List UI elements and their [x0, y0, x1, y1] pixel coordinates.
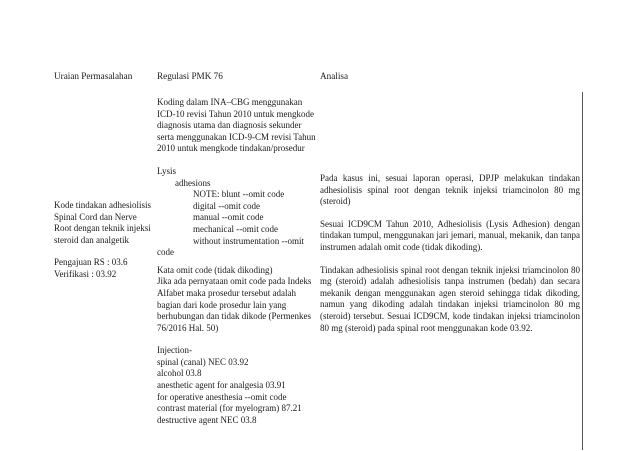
verifikasi: Verifikasi : 03.92 [54, 268, 117, 279]
code-label: code [157, 247, 174, 258]
regulasi-line: 2010 untuk mengkode tindakan/prosedur [157, 143, 305, 154]
uraian-column [54, 200, 160, 281]
adhesions-label: adhesions [175, 177, 211, 188]
adhesion-note: manual --omit code [193, 212, 264, 223]
analisa-paragraph: Tindakan adhesiolisis spinal root dengan teknik injeksi triamcinolon 80 mg (steroid) adalah adhesiolisis tanpa instrumen (bedah) dan secara mekanik dengan menggunakan agen steroid sehingga tidak dikoding, namun yang dikoding adalah tindakan injeksi triamcinolon 80 mg (steroid) tersebut. Sesuai ICD9CM, kode tindakan injeksi triamcinolon 80 mg (steroid) pada spinal root menggunakan kode 03.92. [320, 264, 580, 333]
uraian-line: steroid dan analgetik [54, 234, 129, 245]
table-right-border [582, 92, 583, 450]
regulasi-line: Koding dalam INA–CBG menggunakan [157, 97, 303, 107]
omit-line: Jika ada pernyataan omit code pada Indeks [157, 276, 312, 287]
uraian-line: Kode tindakan adhesiolisis [54, 200, 151, 210]
omit-line: bagian dari kode prosedur lain yang [157, 299, 287, 310]
regulasi-line: serta menggunakan ICD-9-CM revisi Tahun [157, 131, 316, 142]
adhesion-note: mechanical --omit code [193, 223, 278, 234]
header-regulasi: Regulasi PMK 76 [157, 71, 223, 81]
omit-line: berhubungan dan tidak dikode (Permenkes [157, 311, 311, 322]
uraian-line: Spinal Cord dan Nerve [54, 211, 137, 222]
regulasi-column [157, 97, 320, 426]
analisa-column [320, 173, 580, 334]
header-analisa: Analisa [320, 71, 349, 81]
injection-line: spinal (canal) NEC 03.92 [157, 356, 249, 367]
injection-line: contrast material (for myelogram) 87.21 [157, 403, 302, 414]
regulasi-line: ICD-10 revisi Tahun 2010 untuk mengkode [157, 108, 314, 119]
adhesion-note: NOTE: blunt --omit code [193, 189, 285, 200]
omit-line: Alfabet maka prosedur tersebut adalah [157, 287, 296, 298]
injection-line: for operative anesthesia --omit code [157, 391, 287, 402]
header-uraian: Uraian Permasalahan [54, 71, 133, 81]
omit-line: 76/2016 Hal. 50) [157, 322, 219, 333]
omit-line: Kata omit code (tidak dikoding) [157, 264, 273, 275]
uraian-line: Root dengan teknik injeksi [54, 223, 151, 234]
injection-line: Injection- [157, 345, 192, 356]
injection-line: destructive agent NEC 03.8 [157, 414, 257, 425]
lysis-label: Lysis [157, 165, 177, 176]
analisa-paragraph: Pada kasus ini, sesuai laporan operasi, DPJP melakukan tindakan adhesiolisis spinal root dengan teknik injeksi triamcinolon 80 mg (steroid) [320, 173, 580, 207]
injection-line: alcohol 03.8 [157, 368, 202, 379]
adhesion-note: digital --omit code [193, 200, 260, 211]
pengajuan-rs: Pengajuan RS : 03.6 [54, 257, 128, 268]
regulasi-line: diagnosis utama dan diagnosis sekunder [157, 120, 302, 131]
analisa-paragraph: Sesuai ICD9CM Tahun 2010, Adhesiolisis (Lysis Adhesion) dengan tindakan tumpul, menggunakan jari jemari, manual, mekanik, dan tanpa instrumen adalah omit code (tidak dikoding). [320, 218, 580, 252]
adhesion-note: without instrumentation --omit [193, 235, 304, 246]
injection-line: anesthetic agent for analgesia 03.91 [157, 380, 286, 391]
